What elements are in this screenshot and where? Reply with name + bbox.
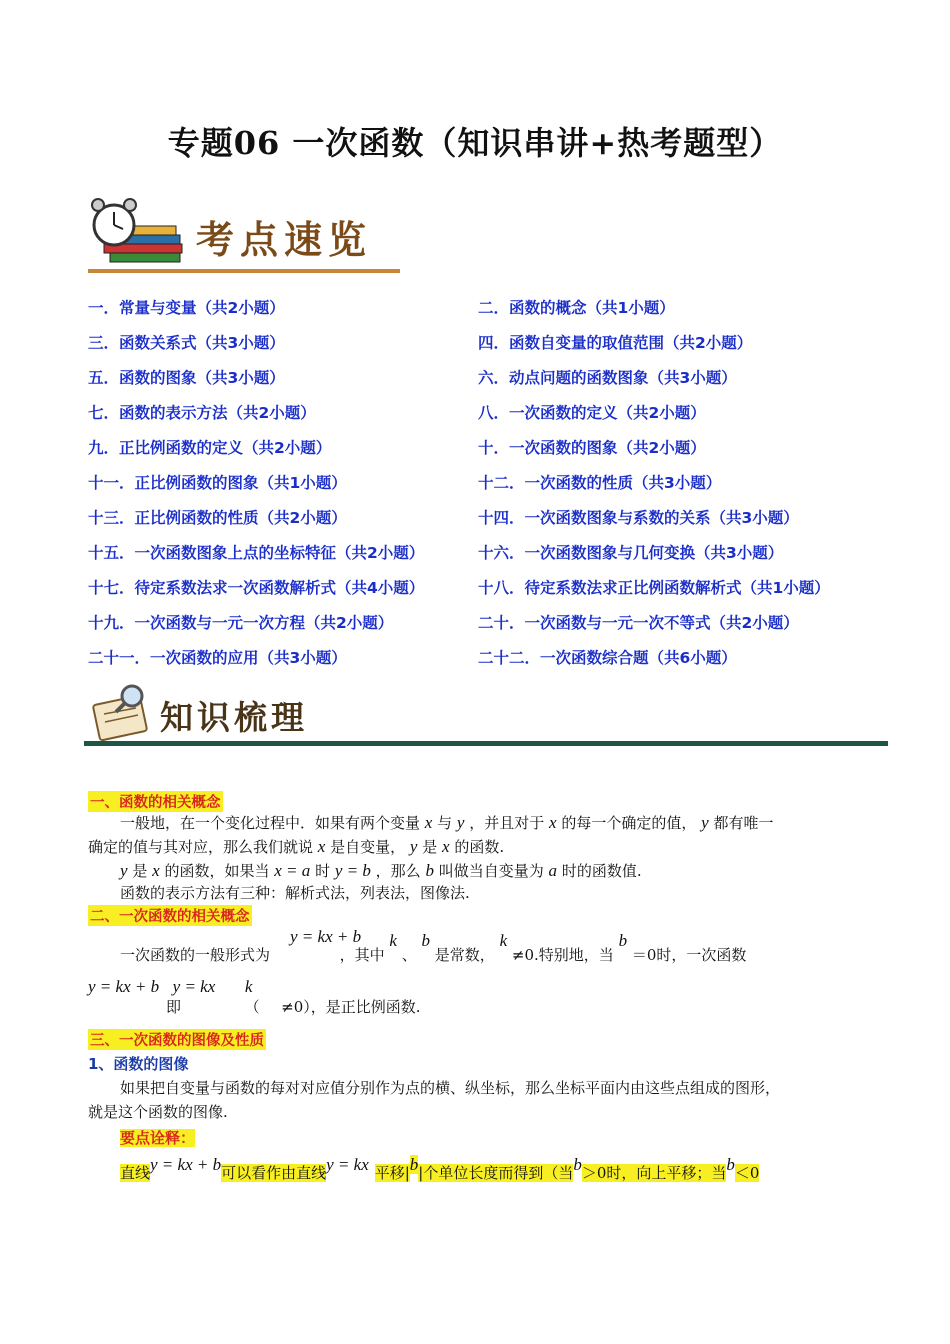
note-label (120, 1127, 195, 1149)
toc-item[interactable]: 三．函数关系式（共3小题） (88, 334, 285, 352)
toc-item[interactable]: 十三．正比例函数的性质（共2小题） (88, 509, 347, 527)
text: 是 (422, 838, 438, 856)
notebook-magnifier-icon (88, 682, 160, 742)
math-equation: y = kx (326, 1155, 369, 1174)
math-x: x (549, 813, 557, 832)
text: 与 (437, 814, 453, 832)
math-equation: y = kx (172, 977, 216, 996)
toc-item[interactable]: 十．一次函数的图象（共2小题） (478, 439, 706, 457)
math-b: b (409, 1155, 419, 1174)
toc-item[interactable]: 十二．一次函数的性质（共3小题） (478, 474, 722, 492)
banner-zhishi-label: 知识梳理 (160, 698, 308, 737)
text: ，并且对于 (469, 814, 545, 832)
text: 是常数， (434, 946, 495, 964)
math-b: b (425, 861, 434, 880)
text: 直线 (120, 1164, 151, 1182)
text: 确定的值与其对应，那么我们就说 (88, 838, 314, 856)
subheading: 1、函数的图像 (88, 1055, 189, 1073)
text: 平移| (374, 1164, 410, 1182)
banner-zhishi (84, 682, 888, 748)
page-title: 专题06 一次函数（知识串讲+热考题型） (167, 124, 783, 162)
toc-item[interactable]: 二十二．一次函数综合题（共6小题） (478, 649, 737, 667)
text: 叫做当自变量为 (438, 862, 544, 880)
math-equation: x = a (274, 861, 311, 880)
paragraph-highlighted (120, 1155, 760, 1184)
math-equation: y = kx + b (88, 977, 160, 996)
math-y: y (409, 837, 418, 856)
paragraph: 函数的表示方法有三种：解析式法，列表法，图像法. (120, 884, 470, 902)
text: ＝0时，一次函数 (631, 946, 747, 964)
text: 可以看作由直线 (221, 1164, 327, 1182)
toc-item[interactable]: 七．函数的表示方法（共2小题） (88, 404, 316, 422)
toc-item[interactable]: 十九．一次函数与一元一次方程（共2小题） (88, 614, 394, 632)
text: ＜0 (734, 1164, 760, 1182)
text: ＞0时，向上平移；当 (581, 1164, 727, 1182)
toc-item[interactable]: 十一．正比例函数的图象（共1小题） (88, 474, 347, 492)
note-text: 要点诠释： (120, 1129, 196, 1147)
math-x: x (317, 837, 326, 856)
toc-item[interactable]: 二十一．一次函数的应用（共3小题） (88, 649, 347, 667)
math-x: x (424, 813, 433, 832)
toc-item[interactable]: 十七．待定系数法求一次函数解析式（共4小题） (88, 579, 425, 597)
text: 一般地，在一个变化过程中．如果有两个变量 (120, 814, 421, 832)
paragraph: 如果把自变量与函数的每对对应值分别作为点的横、纵坐标，那么坐标平面内由这些点组成的图形， (120, 1079, 781, 1097)
math-k: k (244, 977, 253, 996)
text: 、 (401, 946, 417, 964)
text: 即 (166, 998, 182, 1016)
toc-item[interactable]: 一．常量与变量（共2小题） (88, 299, 285, 317)
section-heading: 一、函数的相关概念 (88, 791, 223, 812)
math-x: x (152, 861, 160, 880)
math-b: b (726, 1155, 735, 1174)
toc-item[interactable]: 十六．一次函数图象与几何变换（共3小题） (478, 544, 784, 562)
math-x: x (442, 837, 450, 856)
text: 时 (315, 862, 331, 880)
math-y: y (120, 861, 128, 880)
text: ≠0.特别地，当 (511, 946, 614, 964)
toc-item[interactable]: 二十．一次函数与一元一次不等式（共2小题） (478, 614, 799, 632)
math-b: b (421, 931, 430, 950)
text: ，其中 (339, 946, 385, 964)
math-y: y (456, 813, 465, 832)
math-equation: y = b (334, 861, 371, 880)
paragraph (120, 860, 642, 882)
banner-kaodian-label: 考点速览 (196, 217, 373, 262)
text: （ (244, 998, 260, 1016)
text: 一次函数的一般形式为 (120, 946, 271, 964)
alarm-clock-books-icon (88, 195, 188, 267)
text: 的函数. (454, 838, 505, 856)
banner-kaodian (88, 195, 400, 275)
toc-item[interactable]: 八．一次函数的定义（共2小题） (478, 404, 706, 422)
banner-divider (84, 741, 888, 746)
section-heading: 三、一次函数的图像及性质 (88, 1029, 266, 1050)
text: ≠0），是正比例函数. (281, 998, 421, 1016)
toc-item[interactable]: 十八．待定系数法求正比例函数解析式（共1小题） (478, 579, 830, 597)
toc-item[interactable]: 二．函数的概念（共1小题） (478, 299, 675, 317)
text: 时的函数值. (561, 862, 642, 880)
text: 的函数，如果当 (164, 862, 270, 880)
text: 是 (132, 862, 148, 880)
text: ，那么 (375, 862, 421, 880)
paragraph (166, 996, 421, 1018)
math-a: a (548, 861, 558, 880)
banner-divider (88, 269, 400, 273)
text: 是自变量， (330, 838, 406, 856)
text: 都有唯一 (713, 814, 774, 832)
math-b: b (573, 1155, 582, 1174)
toc-item[interactable]: 六．动点问题的函数图象（共3小题） (478, 369, 737, 387)
paragraph (120, 812, 774, 834)
toc-item[interactable]: 四．函数自变量的取值范围（共2小题） (478, 334, 753, 352)
math-k: k (499, 931, 508, 950)
math-b: b (618, 931, 628, 950)
toc-item[interactable]: 五．函数的图象（共3小题） (88, 369, 285, 387)
math-equation (88, 976, 252, 998)
paragraph (88, 836, 504, 858)
toc-item[interactable]: 十五．一次函数图象上点的坐标特征（共2小题） (88, 544, 425, 562)
math-k: k (389, 931, 397, 950)
paragraph: 就是这个函数的图像. (88, 1103, 228, 1121)
math-equation: y = kx + b (150, 1155, 222, 1174)
text: |个单位长度而得到（当 (418, 1164, 574, 1182)
toc-item[interactable]: 九．正比例函数的定义（共2小题） (88, 439, 332, 457)
section-heading: 二、一次函数的相关概念 (88, 905, 252, 926)
math-equation: y = kx + b (290, 927, 362, 946)
math-y: y (701, 813, 709, 832)
toc-item[interactable]: 十四．一次函数图象与系数的关系（共3小题） (478, 509, 799, 527)
text: 的每一个确定的值， (561, 814, 697, 832)
